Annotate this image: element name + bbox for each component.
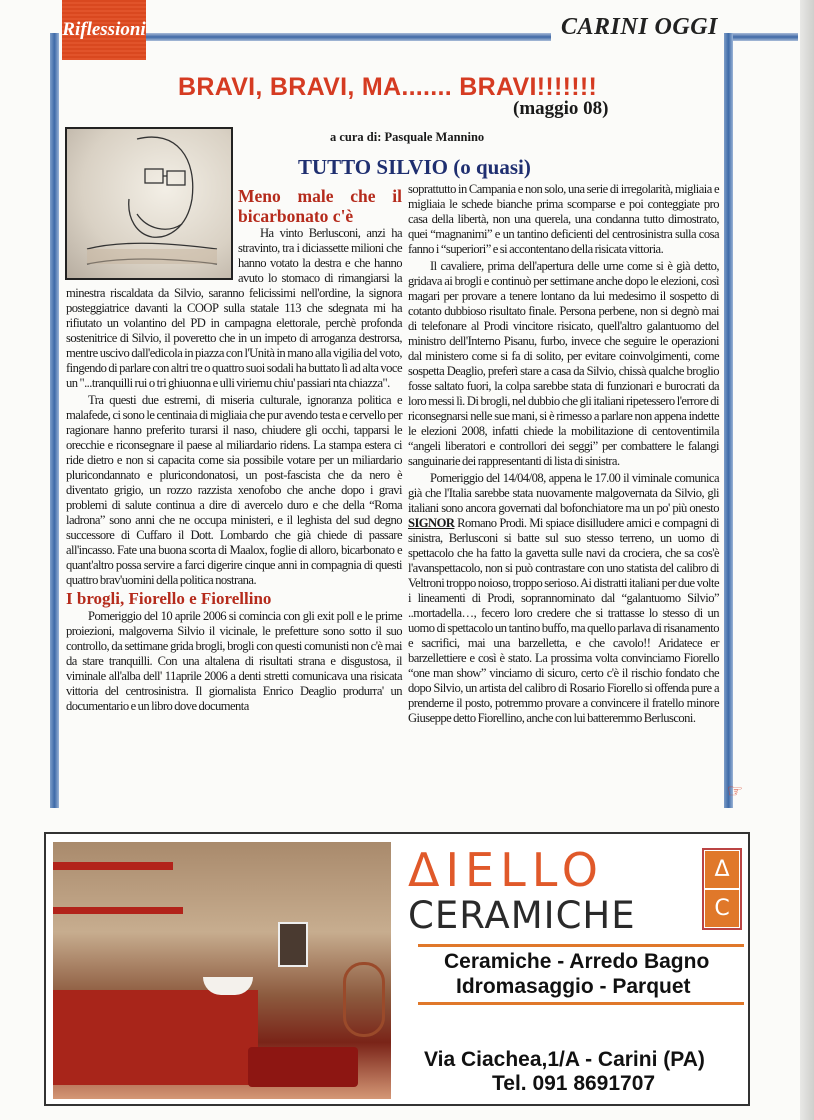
paragraph: Tra questi due estremi, di miseria culturale, ignoranza politica e malafede, ci sono le centinaia di migliaia che pur avendo testa e cervello per ragionare hanno preferito turarsi il naso, chiudere gli occhi, tapparsi le orecchie e riconsegnare il paese al miliardario ridens. La stampa estera ci ride dietro e non si capacita come sia possibile votare per un miliardario pluricondannato e pluricondonatosi, un post-fascista che da nero è diventato grigio, un rozzo razzista xenofobo che anche dopo i gravi problemi di salute continua a dire di avercelo duro e che della “Roma ladrona” sono anni che ne occupa ministeri, e il leghista del sud degno successore di Cuffaro il Dott. Lombardo che già chiede di passare all'incasso. Fate una buona scorta di Maalox, foglie di alloro, bicarbonato e quant'altro possa servire a farci digerire cinque anni in compagnia di questi quattro brav'uomini della politica nostrana.: [66, 393, 402, 587]
logo-letter: Δ: [704, 850, 740, 889]
frame-right-bar: [724, 33, 733, 808]
paragraph: Ha vinto Berlusconi, anzi ha stravinto, tra i diciassette milioni che hanno votato la destra e che hanno avuto lo stomaco di rimangiarsi la minestra riscaldata da Silvio, saranno felicissimi nell'ordine, la signora posteggiatrice davanti la COOP sulla statale 113 che sdegnata mi ha rifiutato un volantino del PD in campagna elettorale, perchè profonda sostenitrice di Silvio, il poveretto che in un impeto di arroganza destrorsa, mentre uscivo dall'edicola in piazza con l'Unità in mano alla vigilia del voto, fingendo di parlare con altri tre o quattro suoi sodali ha buttato lì ad alta voce un "...tranquilli rui o tri ghiuonna e ulli viriemu chiu' passiari nta chiazza".: [66, 226, 402, 390]
frame-left-bar: [50, 33, 59, 808]
divider: [418, 944, 744, 947]
ad-line1: Ceramiche - Arredo Bagno: [444, 950, 710, 973]
logo-letter: C: [704, 889, 740, 928]
article-author: a cura di: Pasquale Mannino: [330, 130, 485, 144]
article-date: (maggio 08): [513, 98, 609, 119]
bathroom-photo: [53, 842, 391, 1099]
text: Romano Prodi. Mi spiace disilludere amici e compagni di sinistra, Berlusconi si batte sul suo stesso terreno, un uomo di spettacolo che ha fatto la gavetta sulle navi da crociera, che sa cos'è l'avanspettacolo, non si può contrastare con uno statista del calibro di Veltroni troppo noioso, troppo serioso. Ai distratti italiani per due volte i lineamenti di Prodi, soprannominato dal “galantuomo Silvio” ..mortadella…, fecero loro credere che si trattasse lo stesso di un uomo di spettacolo un tantino buffo, ma quello parlava di risanamento e sacrifici, mai una barzelletta, e che cavolo!! Aridatece er barzellettiere e così è stato. La prossima volta convinciamo Fiorello “one man show” vinciamo di sicuro, certo c'è il rischio fondato che dopo Silvio, un artista del calibro di Rosario Fiorello si offenda pure a prenderne il posto, potremmo provare a convincere il fratello minore Giuseppe detto Fiorellino, anche con lui batteremmo Berlusconi.: [408, 516, 719, 725]
paragraph: Pomeriggio del 10 aprile 2006 si comincia con gli exit poll e le prime proiezioni, malgoverna Silvio il vicinale, le prefetture sono sotto il suo controllo, da settimane grida brogli, brogli con questi comunisti non c'è mai da stare tranquilli. Con una altalena di risultati strana e disgustosa, il viminale all'alba dell' 11aprile 2006 a denti stretti comunicava una risicata vittoria del centrosinistra. Il giornalista Enrico Deaglio produrra' un documentario e un libro dove documenta: [66, 609, 402, 713]
page-edge: [800, 0, 814, 1120]
paragraph: soprattutto in Campania e non solo, una serie di irregolarità, migliaia e migliaia le schede bianche prima scomparse e poi conteggiate pro casa della libertà, non una querela, una condanna tutto dimostrato, quei “magnanimi” e un tantino deficienti del centrosinistra sulla cosa fanno i “superiori” e si accontentano della risicata vittoria.: [408, 182, 719, 256]
paragraph: Il cavaliere, prima dell'apertura delle urne come si è già detto, gridava ai brogli e continuò per settimane anche dopo le elezioni, così magari per provare a tenere lontano da lui medesimo il sospetto di cotanto dubbioso risultato finale. Persona perbene, non si degnò mai di telefonare al Prodi vincitore risicato, quell'altro galantuomo del ministro dell'Interno Pisanu, furbo, invece che seguire le operazioni dal ministero come si fa di solito, per evitare coinvolgimenti, come sospetta Deaglio, preferì stare a casa da Silvio, chissà qualche broglio fosse saltato fuori, la colpa sarebbe stata di funzionari e burocrati da loro messi lì. Di brogli, nel dubbio che gli italiani ripetessero l'errore di riconsegnarsi nelle sue mani, si è rimesso a parlare non appena indette le elezioni 2008, infatti chiede la mobilitazione di centoventimila “angeli liberatori e controllori dei seggi” per combattere le falangi sanguinarie dei rappresentanti di lista di sinistra.: [408, 259, 719, 468]
header-rule: [146, 33, 551, 41]
masthead: CARINI OGGI: [555, 14, 724, 41]
logo-mark: [702, 848, 742, 930]
image-spacer: [66, 186, 238, 278]
ad-phone: Tel. 091 8691707: [492, 1072, 656, 1095]
signor-emphasis: SIGNOR: [408, 516, 455, 530]
article-subtitle: TUTTO SILVIO (o quasi): [298, 155, 531, 179]
section-heading: I brogli, Fiorello e Fiorellino: [66, 589, 272, 608]
ad-line2: Idromasaggio - Parquet: [456, 975, 691, 998]
brand-logo: ΔIELLO: [408, 843, 604, 897]
right-column: [408, 182, 719, 726]
brand-subtitle: CERAMICHE: [408, 894, 636, 937]
divider: [418, 1002, 744, 1005]
section-heading: Meno male che il bicarbonato c'è: [238, 186, 402, 226]
text: Pomeriggio del 14/04/08, appena le 17.00 il viminale comunica già che l'Italia sarebbe stata nuovamente malgovernata da Silvio, gli italiani sono ancora governati dal bofonchiatore ma un po' più onesto: [408, 471, 719, 515]
advertisement: [44, 832, 750, 1106]
pointing-hand-icon: ☞: [727, 781, 744, 801]
paragraph: [408, 471, 719, 726]
ad-address: Via Ciachea,1/A - Carini (PA): [424, 1048, 705, 1071]
section-tag: Riflessioni: [62, 0, 146, 60]
article-title: BRAVI, BRAVI, MA....... BRAVI!!!!!!!: [178, 73, 598, 101]
left-column: [66, 186, 402, 714]
